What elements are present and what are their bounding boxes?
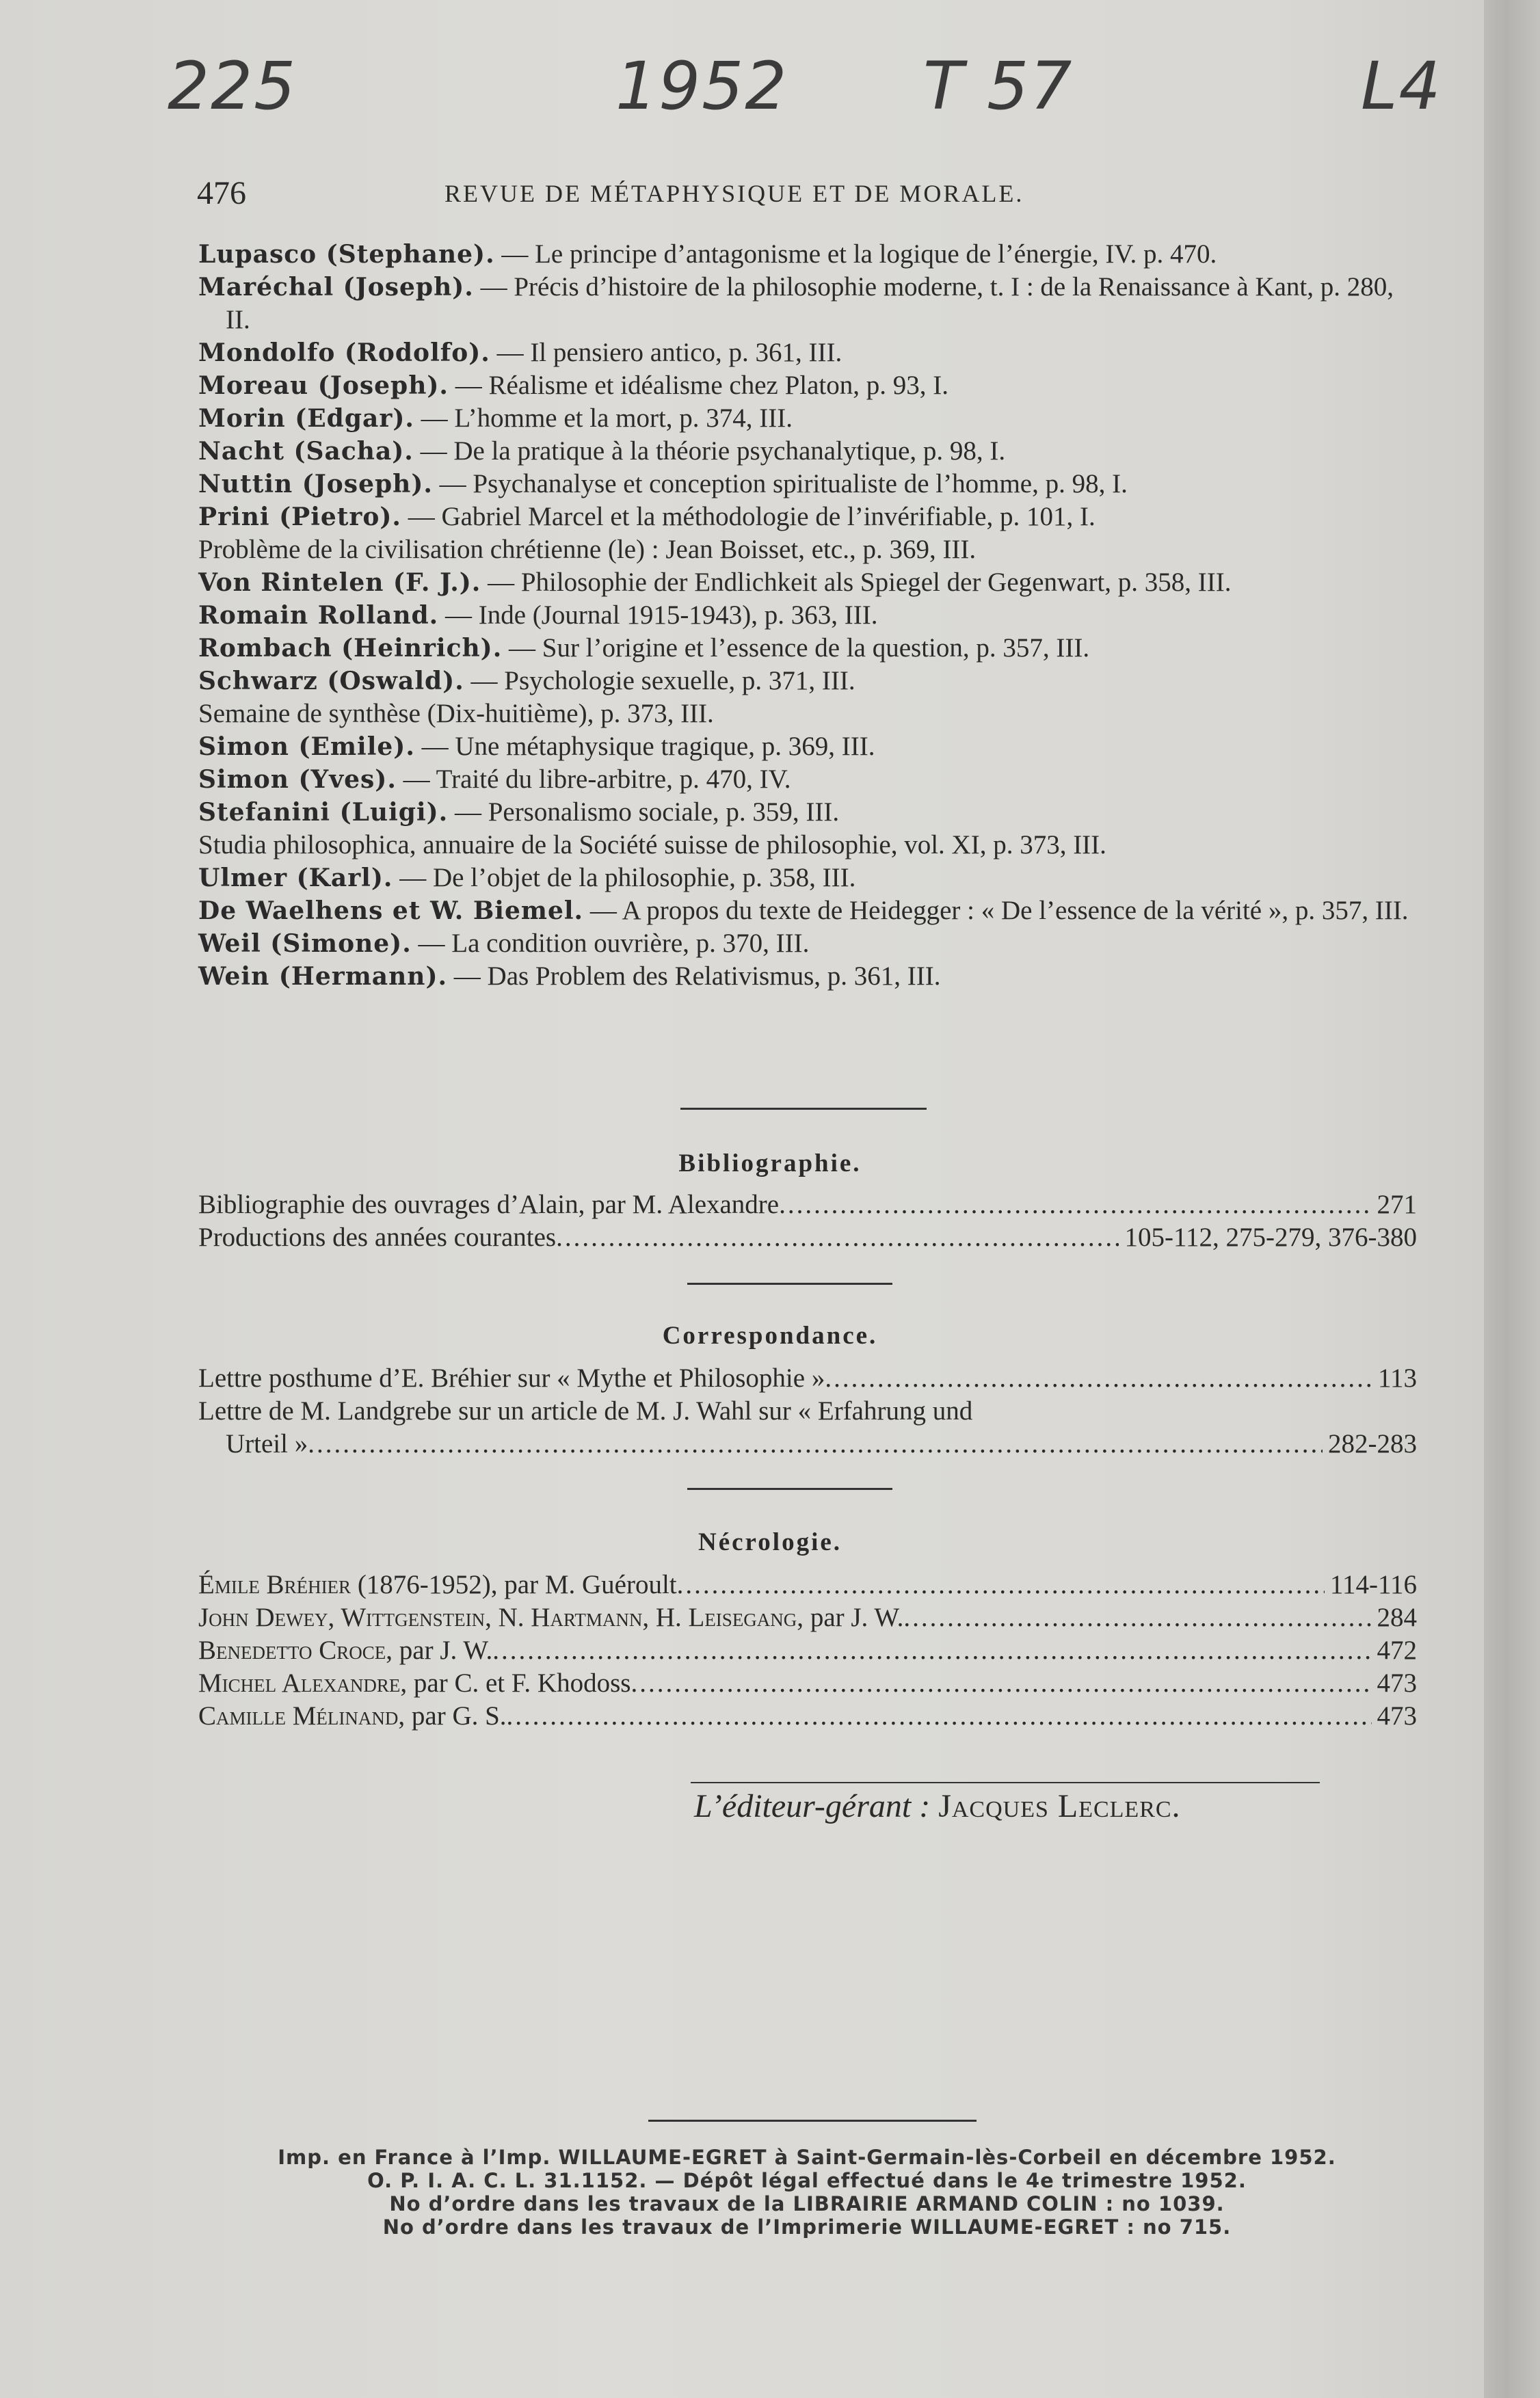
toc-label: Bibliographie des ouvrages d’Alain, par M. Alexandre — [198, 1190, 780, 1219]
entry-text: — Réalisme et idéalisme chez Platon, p. 93, I. — [448, 371, 948, 400]
index-entry — [198, 238, 1417, 271]
index-entry — [198, 566, 1417, 599]
entry-text: — Une métaphysique tragique, p. 369, III. — [414, 732, 875, 761]
index-entry — [198, 894, 1417, 927]
person-name: Émile Bréhier — [198, 1570, 351, 1599]
index-entry — [198, 271, 1417, 336]
author-name: Maréchal (Joseph). — [198, 273, 474, 302]
toc-row — [198, 1634, 1417, 1667]
author-name: Simon (Yves). — [198, 765, 397, 794]
imprint-line: O. P. I. A. C. L. 31.1152. — Dépôt légal effectué dans le 4e trimestre 1952. — [367, 2169, 1247, 2192]
toc-page: 284 — [1377, 1603, 1417, 1632]
entry-text: — L’homme et la mort, p. 374, III. — [414, 403, 793, 433]
leader-dots — [779, 1188, 1371, 1221]
toc-label: Urteil » — [226, 1429, 308, 1458]
author-name: Nuttin (Joseph). — [198, 470, 433, 498]
entry-text: — Personalismo sociale, p. 359, III. — [448, 797, 840, 827]
author-name: Lupasco (Stephane). — [198, 240, 495, 269]
toc-label — [198, 1634, 492, 1667]
handwritten-year: 1952 — [615, 48, 788, 124]
entry-text: — La condition ouvrière, p. 370, III. — [411, 929, 810, 958]
toc-rest: par J. W. — [804, 1603, 904, 1632]
index-entry — [198, 665, 1417, 697]
page-number: 476 — [197, 175, 246, 211]
toc-page: 271 — [1377, 1190, 1417, 1219]
toc-label — [198, 1601, 903, 1634]
author-name: Mondolfo (Rodolfo). — [198, 338, 490, 367]
section-title-necrologie: Nécrologie. — [698, 1528, 842, 1556]
leader-dots — [308, 1428, 1323, 1461]
handwritten-volume: T 57 — [923, 48, 1074, 124]
entry-text: — Philosophie der Endlichkeit als Spiegel der Gegenwart, p. 358, III. — [481, 568, 1232, 597]
author-name: Romain Rolland. — [198, 601, 439, 630]
entry-text: — Das Problem des Relativismus, p. 361, III. — [447, 961, 941, 991]
divider — [648, 2120, 977, 2122]
index-entry — [198, 435, 1417, 468]
section-title-bibliographie: Bibliographie. — [678, 1149, 862, 1177]
author-name: Schwarz (Oswald). — [198, 667, 464, 695]
entry-text: — Sur l’origine et l’essence de la question, p. 357, III. — [502, 633, 1090, 663]
handwritten-number: 225 — [168, 48, 297, 124]
person-name: Michel Alexandre, — [198, 1668, 408, 1698]
entry-text: Semaine de synthèse (Dix-huitième), p. 373, III. — [198, 699, 714, 728]
index-entry — [198, 501, 1417, 533]
divider — [680, 1108, 927, 1110]
index-list — [198, 238, 1417, 993]
index-entry — [198, 402, 1417, 435]
imprint — [205, 2146, 1409, 2239]
author-name: Prini (Pietro). — [198, 503, 401, 531]
toc-rest: (1876-1952), par M. Guéroult — [351, 1570, 677, 1599]
author-name: Moreau (Joseph). — [198, 371, 449, 400]
person-name: Camille Mélinand, — [198, 1701, 406, 1731]
imprint-line: Imp. en France à l’Imp. WILLAUME-EGRET à Saint-Germain-lès-Corbeil en décembre 1952. — [278, 2146, 1336, 2169]
toc-label — [198, 1700, 507, 1733]
necrologie-list — [198, 1569, 1417, 1733]
index-entry — [198, 336, 1417, 369]
editor-signature — [694, 1787, 1181, 1825]
author-name: Wein (Hermann). — [198, 962, 448, 991]
divider — [687, 1488, 892, 1490]
entry-text: — Gabriel Marcel et la méthodologie de l’invérifiable, p. 101, I. — [401, 502, 1096, 531]
leader-dots — [903, 1601, 1371, 1634]
index-entry — [198, 927, 1417, 960]
index-entry — [198, 599, 1417, 632]
leader-dots — [677, 1569, 1325, 1601]
author-name: Nacht (Sacha). — [198, 437, 414, 466]
entry-text: — De l’objet de la philosophie, p. 358, III. — [393, 863, 856, 892]
toc-row — [198, 1362, 1417, 1395]
entry-text: — Traité du libre-arbitre, p. 470, IV. — [396, 764, 791, 794]
toc-row — [198, 1700, 1417, 1733]
author-name: Weil (Simone). — [198, 929, 412, 958]
entry-text: — A propos du texte de Heidegger : « De l’essence de la vérité », p. 357, III. — [583, 896, 1409, 925]
editor-label: L’éditeur-gérant : — [694, 1788, 931, 1824]
author-name: De Waelhens et W. Biemel. — [198, 896, 584, 925]
toc-rest: par G. S. — [405, 1701, 507, 1731]
leader-dots — [630, 1667, 1371, 1700]
author-name: Von Rintelen (F. J.). — [198, 568, 481, 597]
entry-text: — Le principe d’antagonisme et la logique de l’énergie, IV. p. 470. — [494, 239, 1217, 269]
index-entry — [198, 829, 1417, 862]
toc-rest: par J. W. — [393, 1636, 493, 1665]
index-entry — [198, 730, 1417, 763]
index-entry — [198, 468, 1417, 501]
toc-label: Lettre posthume d’E. Bréhier sur « Mythe et Philosophie » — [198, 1363, 825, 1393]
toc-page: 105-112, 275-279, 376-380 — [1124, 1223, 1417, 1252]
toc-page: 472 — [1377, 1636, 1417, 1665]
person-name: Benedetto Croce, — [198, 1636, 393, 1665]
leader-dots — [492, 1634, 1371, 1667]
page-edge — [1484, 0, 1540, 2398]
running-head: REVUE DE MÉTAPHYSIQUE ET DE MORALE. — [444, 180, 1024, 207]
author-name: Rombach (Heinrich). — [198, 634, 503, 663]
imprint-line: No d’ordre dans les travaux de la LIBRAIRIE ARMAND COLIN : no 1039. — [389, 2192, 1225, 2215]
author-name: Morin (Edgar). — [198, 404, 414, 433]
leader-dots — [825, 1362, 1372, 1395]
toc-page: 113 — [1377, 1363, 1417, 1393]
imprint-line: No d’ordre dans les travaux de l’Imprimerie WILLAUME-EGRET : no 715. — [382, 2215, 1232, 2239]
toc-rest: par C. et F. Khodoss — [407, 1668, 631, 1698]
index-entry — [198, 369, 1417, 402]
section-title-correspondance: Correspondance. — [662, 1322, 878, 1350]
entry-text: — Inde (Journal 1915-1943), p. 363, III. — [438, 600, 878, 630]
author-name: Simon (Emile). — [198, 732, 415, 761]
toc-label — [198, 1569, 677, 1601]
toc-row — [198, 1667, 1417, 1700]
entry-text: — Précis d’histoire de la philosophie moderne, t. I : de la Renaissance à Kant, p. 280, II. — [226, 272, 1394, 334]
index-entry — [198, 796, 1417, 829]
leader-dots — [507, 1700, 1372, 1733]
toc-label: Productions des années courantes — [198, 1223, 557, 1252]
entry-text: — Psychologie sexuelle, p. 371, III. — [464, 666, 855, 695]
toc-label-line: Lettre de M. Landgrebe sur un article de M. J. Wahl sur « Erfahrung und — [198, 1396, 973, 1426]
bibliographie-list — [198, 1188, 1417, 1254]
toc-row — [198, 1188, 1417, 1221]
editor-name: Jacques Leclerc. — [938, 1788, 1181, 1824]
toc-row — [198, 1428, 1417, 1461]
index-entry — [198, 960, 1417, 993]
toc-row — [198, 1569, 1417, 1601]
toc-row — [198, 1221, 1417, 1254]
toc-row — [198, 1601, 1417, 1634]
entry-text: — De la pratique à la théorie psychanalytique, p. 98, I. — [413, 436, 1006, 466]
entry-text: — Il pensiero antico, p. 361, III. — [490, 338, 842, 367]
entry-text: Studia philosophica, annuaire de la Société suisse de philosophie, vol. XI, p. 373, III. — [198, 830, 1106, 860]
divider — [691, 1782, 1320, 1783]
index-entry — [198, 763, 1417, 796]
toc-label — [198, 1667, 630, 1700]
toc-page: 114-116 — [1329, 1570, 1417, 1599]
index-entry — [198, 697, 1417, 730]
toc-page: 282-283 — [1328, 1429, 1417, 1458]
author-name: Stefanini (Luigi). — [198, 798, 449, 827]
leader-dots — [556, 1221, 1119, 1254]
divider — [687, 1283, 892, 1285]
entry-text: Problème de la civilisation chrétienne (le) : Jean Boisset, etc., p. 369, III. — [198, 535, 977, 564]
toc-page: 473 — [1377, 1668, 1417, 1698]
correspondance-list — [198, 1362, 1417, 1461]
author-name: Ulmer (Karl). — [198, 864, 393, 892]
person-name: John Dewey, Wittgenstein, N. Hartmann, H. Leisegang, — [198, 1603, 804, 1632]
index-entry — [198, 862, 1417, 894]
entry-text: — Psychanalyse et conception spiritualiste de l’homme, p. 98, I. — [432, 469, 1128, 498]
toc-page: 473 — [1377, 1701, 1417, 1731]
handwritten-mark: L4 — [1361, 48, 1442, 124]
index-entry — [198, 632, 1417, 665]
index-entry — [198, 533, 1417, 566]
